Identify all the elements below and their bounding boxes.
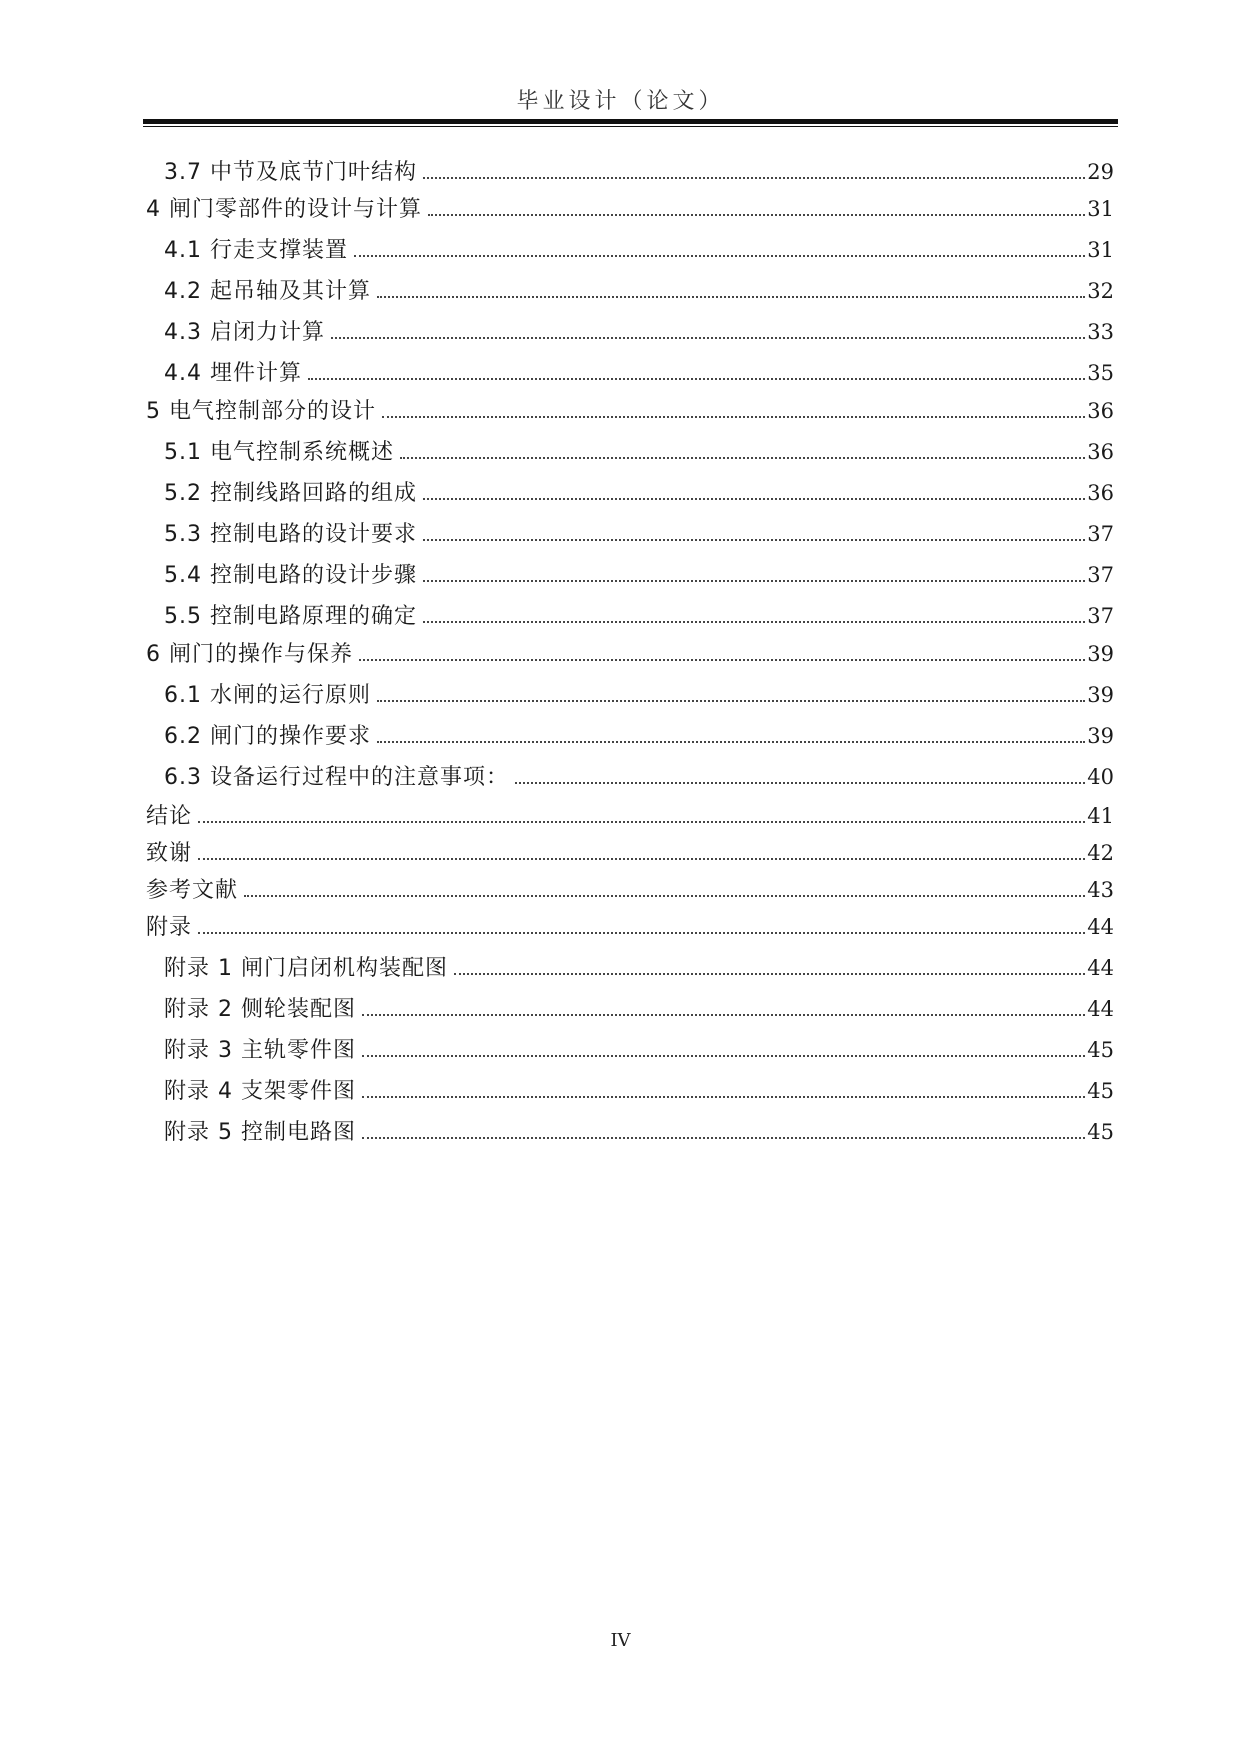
toc-entry-page: 32 [1087, 279, 1114, 303]
toc-entry-label: 3.7 中节及底节门叶结构 [164, 160, 417, 185]
toc-entry-label: 附录 5 控制电路图 [164, 1120, 356, 1145]
dot-leader [362, 1137, 1085, 1139]
toc-entry-label: 附录 4 支架零件图 [164, 1079, 356, 1104]
toc-entry-page: 29 [1087, 160, 1114, 184]
toc-entry-label: 参考文献 [146, 878, 239, 903]
dot-leader [377, 741, 1085, 743]
toc-entry-page: 44 [1087, 956, 1114, 980]
dot-leader [354, 255, 1085, 257]
toc-entry[interactable] [146, 838, 1114, 868]
toc-entry-label: 附录 3 主轨零件图 [164, 1038, 356, 1063]
header-rule-thin [143, 126, 1118, 127]
toc-entry-page: 36 [1087, 440, 1114, 464]
dot-leader [423, 539, 1085, 541]
toc-entry[interactable] [146, 194, 1114, 224]
toc-entry-label: 5.5 控制电路原理的确定 [164, 604, 417, 629]
dot-leader [198, 821, 1085, 823]
running-header: 毕业设计（论文） [516, 89, 725, 114]
toc-entry-page: 44 [1087, 997, 1114, 1021]
toc-entry-label: 6.2 闸门的操作要求 [164, 724, 371, 749]
toc-entry[interactable] [164, 157, 1114, 187]
dot-leader [382, 416, 1085, 418]
toc-entry[interactable] [164, 1076, 1114, 1106]
toc-entry-page: 33 [1087, 320, 1114, 344]
toc-entry[interactable] [146, 801, 1114, 831]
toc-entry[interactable] [164, 601, 1114, 631]
toc-entry-page: 40 [1087, 765, 1114, 789]
toc-entry-label: 5.4 控制电路的设计步骤 [164, 563, 417, 588]
toc-entry[interactable] [164, 1035, 1114, 1065]
toc-entry-page: 37 [1087, 604, 1114, 628]
dot-leader [198, 932, 1085, 934]
toc-entry-page: 36 [1087, 481, 1114, 505]
toc-entry-page: 35 [1087, 361, 1114, 385]
toc-entry[interactable] [164, 519, 1114, 549]
toc-entry-page: 41 [1087, 804, 1114, 828]
toc-entry-label: 4.3 启闭力计算 [164, 320, 325, 345]
toc-entry-label: 结论 [146, 804, 193, 829]
dot-leader [423, 580, 1085, 582]
header-rule [143, 119, 1118, 124]
dot-leader [362, 1014, 1085, 1016]
toc-entry-page: 45 [1087, 1079, 1114, 1103]
toc-entry-label: 6.1 水闸的运行原则 [164, 683, 371, 708]
toc-entry-label: 4 闸门零部件的设计与计算 [146, 197, 422, 222]
dot-leader [244, 895, 1085, 897]
toc-entry[interactable] [164, 762, 1114, 792]
dot-leader [198, 858, 1085, 860]
toc-entry-page: 39 [1087, 683, 1114, 707]
page-number: IV [610, 1630, 631, 1651]
toc-entry-label: 5.1 电气控制系统概述 [164, 440, 394, 465]
dot-leader [515, 782, 1085, 784]
toc-entry[interactable] [146, 912, 1114, 942]
toc-entry-page: 37 [1087, 522, 1114, 546]
toc-entry-page: 37 [1087, 563, 1114, 587]
dot-leader [428, 214, 1085, 216]
toc-entry-label: 5.3 控制电路的设计要求 [164, 522, 417, 547]
toc-entry-label: 4.1 行走支撑装置 [164, 238, 348, 263]
dot-leader [423, 498, 1085, 500]
toc-entry-page: 39 [1087, 642, 1114, 666]
toc-entry-label: 5 电气控制部分的设计 [146, 399, 376, 424]
toc-entry-page: 43 [1087, 878, 1114, 902]
toc-entry[interactable] [164, 994, 1114, 1024]
dot-leader [377, 296, 1085, 298]
toc-entry-label: 6 闸门的操作与保养 [146, 642, 353, 667]
dot-leader [331, 337, 1085, 339]
toc-entry-label: 4.4 埋件计算 [164, 361, 302, 386]
dot-leader [400, 457, 1085, 459]
toc-entry-page: 36 [1087, 399, 1114, 423]
toc-entry[interactable] [146, 396, 1114, 426]
toc-entry[interactable] [164, 317, 1114, 347]
dot-leader [423, 177, 1085, 179]
toc-entry[interactable] [146, 639, 1114, 669]
toc-entry[interactable] [164, 437, 1114, 467]
dot-leader [362, 1055, 1085, 1057]
toc-entry-label: 5.2 控制线路回路的组成 [164, 481, 417, 506]
dot-leader [308, 378, 1085, 380]
toc-entry-page: 31 [1087, 197, 1114, 221]
dot-leader [362, 1096, 1085, 1098]
toc-entry-label: 致谢 [146, 841, 193, 866]
toc-entry-page: 39 [1087, 724, 1114, 748]
toc-entry-label: 附录 2 侧轮装配图 [164, 997, 356, 1022]
toc-entry[interactable] [164, 358, 1114, 388]
toc-entry-page: 45 [1087, 1038, 1114, 1062]
dot-leader [377, 700, 1085, 702]
toc-entry[interactable] [164, 560, 1114, 590]
dot-leader [454, 973, 1085, 975]
toc-entry[interactable] [164, 1117, 1114, 1147]
toc-entry[interactable] [164, 721, 1114, 751]
dot-leader [359, 659, 1085, 661]
toc-entry-label: 4.2 起吊轴及其计算 [164, 279, 371, 304]
toc-entry[interactable] [164, 953, 1114, 983]
toc-entry[interactable] [164, 235, 1114, 265]
toc-entry[interactable] [164, 680, 1114, 710]
toc-entry-page: 31 [1087, 238, 1114, 262]
toc-entry-label: 附录 1 闸门启闭机构装配图 [164, 956, 448, 981]
toc-entry[interactable] [164, 276, 1114, 306]
dot-leader [423, 621, 1085, 623]
toc-entry-label: 6.3 设备运行过程中的注意事项： [164, 765, 509, 790]
toc-entry-page: 42 [1087, 841, 1114, 865]
toc-entry[interactable] [164, 478, 1114, 508]
toc-entry-label: 附录 [146, 915, 193, 940]
toc-entry[interactable] [146, 875, 1114, 905]
toc-entry-page: 44 [1087, 915, 1114, 939]
toc-entry-page: 45 [1087, 1120, 1114, 1144]
